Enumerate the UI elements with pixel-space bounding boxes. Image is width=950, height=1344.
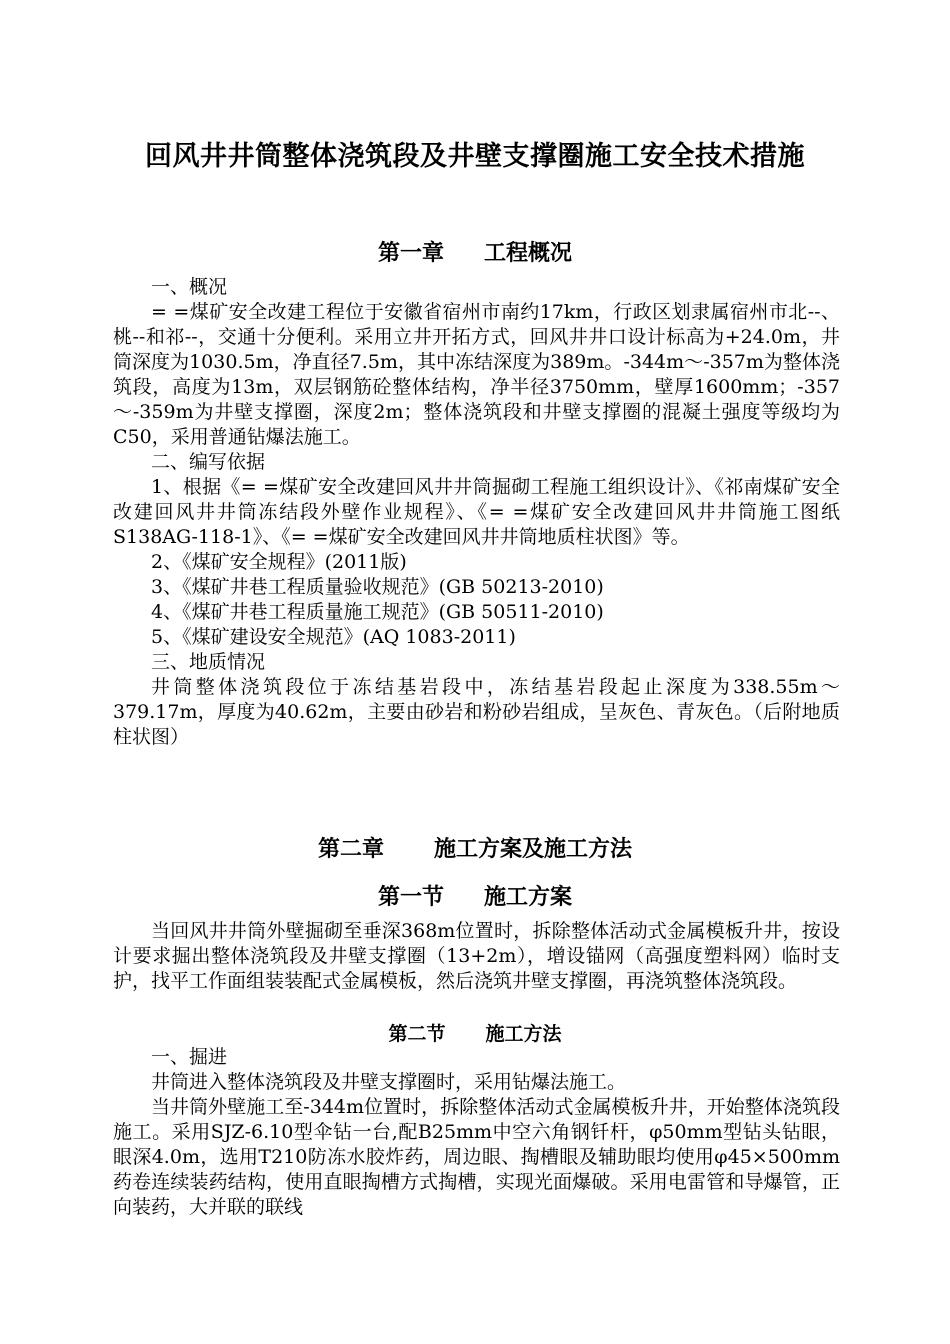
basis-item: 5、《煤矿建设安全规范》(AQ 1083-2011) <box>151 626 516 648</box>
section1-heading <box>0 880 950 911</box>
basis-item: 2、《煤矿安全规程》(2011版) <box>151 551 407 573</box>
section2-body <box>113 1045 840 1220</box>
excavation-paragraph-1: 井筒进入整体浇筑段及井壁支撑圈时，采用钻爆法施工。 <box>151 1071 627 1093</box>
geology-paragraph: 井筒整体浇筑段位于冻结基岩段中，冻结基岩段起止深度为338.55m～379.17m，厚度为40.62m，主要由砂岩和粉砂岩组成，呈灰色、青灰色。（后附地质柱状图） <box>113 676 840 748</box>
excavation-paragraph-2: 当井筒外壁施工至-344m位置时，拆除整体活动式金属模板升井，开始整体浇筑段施工。采用SJZ-6.10型伞钻一台,配B25mm中空六角钢钎杆，φ50mm型钻头钻眼，眼深4.0m，选用T210防冻水胶炸药，周边眼、掏槽眼及辅助眼均使用φ45×500mm药卷连续装药结构，使用直眼掏槽方式掏槽，实现光面爆破。采用电雷管和导爆管，正向装药，大并联的联线 <box>113 1096 840 1218</box>
plan-paragraph: 当回风井井筒外壁掘砌至垂深368m位置时，拆除整体活动式金属模板升井，按设计要求掘出整体浇筑段及井壁支撑圈（13+2m），增设锚网（高强度塑料网）临时支护，找平工作面组装装配式金属模板，然后浇筑井壁支撑圈，再浇筑整体浇筑段。 <box>113 920 840 992</box>
section1-name: 施工方案 <box>484 884 573 910</box>
chapter2-name: 施工方案及施工方法 <box>434 836 633 862</box>
overview-paragraph: = =煤矿安全改建工程位于安徽省宿州市南约17km，行政区划隶属宿州市北--、桃--和祁--，交通十分便利。采用立井开拓方式，回风井井口设计标高为+24.0m，井筒深度为1030.5m，净直径7.5m，其中冻结深度为389m。-344m～-357m为整体浇筑段，高度为13m，双层钢筋砼整体结构，净半径3750mm，壁厚1600mm；-357～-359m为井壁支撑圈，深度2m；整体浇筑段和井壁支撑圈的混凝土强度等级均为C50，采用普通钻爆法施工。 <box>113 301 840 448</box>
section1-body <box>113 919 840 994</box>
section-heading-geology: 三、地质情况 <box>151 651 266 673</box>
section2-number: 第二节 <box>388 1023 446 1045</box>
chapter2-heading <box>0 832 950 863</box>
section-heading-excavation: 一、掘进 <box>151 1046 228 1068</box>
chapter2-number: 第二章 <box>317 836 384 862</box>
basis-item: 1、根据《= =煤矿安全改建回风井井筒掘砌工程施工组织设计》、《祁南煤矿安全改建回风井井筒冻结段外壁作业规程》、《= =煤矿安全改建回风井井筒施工图纸S138AG-118-1》、《= =煤矿安全改建回风井井筒地质柱状图》等。 <box>113 476 840 548</box>
section2-heading <box>0 1019 950 1046</box>
section-heading-basis: 二、编写依据 <box>151 451 266 473</box>
chapter1-name: 工程概况 <box>484 240 573 266</box>
chapter1-number: 第一章 <box>377 240 444 266</box>
section1-number: 第一节 <box>377 884 444 910</box>
section2-name: 施工方法 <box>485 1023 562 1045</box>
document-title: 回风井井筒整体浇筑段及井壁支撑圈施工安全技术措施 <box>145 141 805 172</box>
chapter1-heading <box>0 236 950 267</box>
chapter1-body <box>113 275 840 750</box>
basis-item: 4、《煤矿井巷工程质量施工规范》(GB 50511-2010) <box>151 601 604 623</box>
basis-item: 3、《煤矿井巷工程质量验收规范》(GB 50213-2010) <box>151 576 604 598</box>
section-heading-overview: 一、概况 <box>151 276 228 298</box>
